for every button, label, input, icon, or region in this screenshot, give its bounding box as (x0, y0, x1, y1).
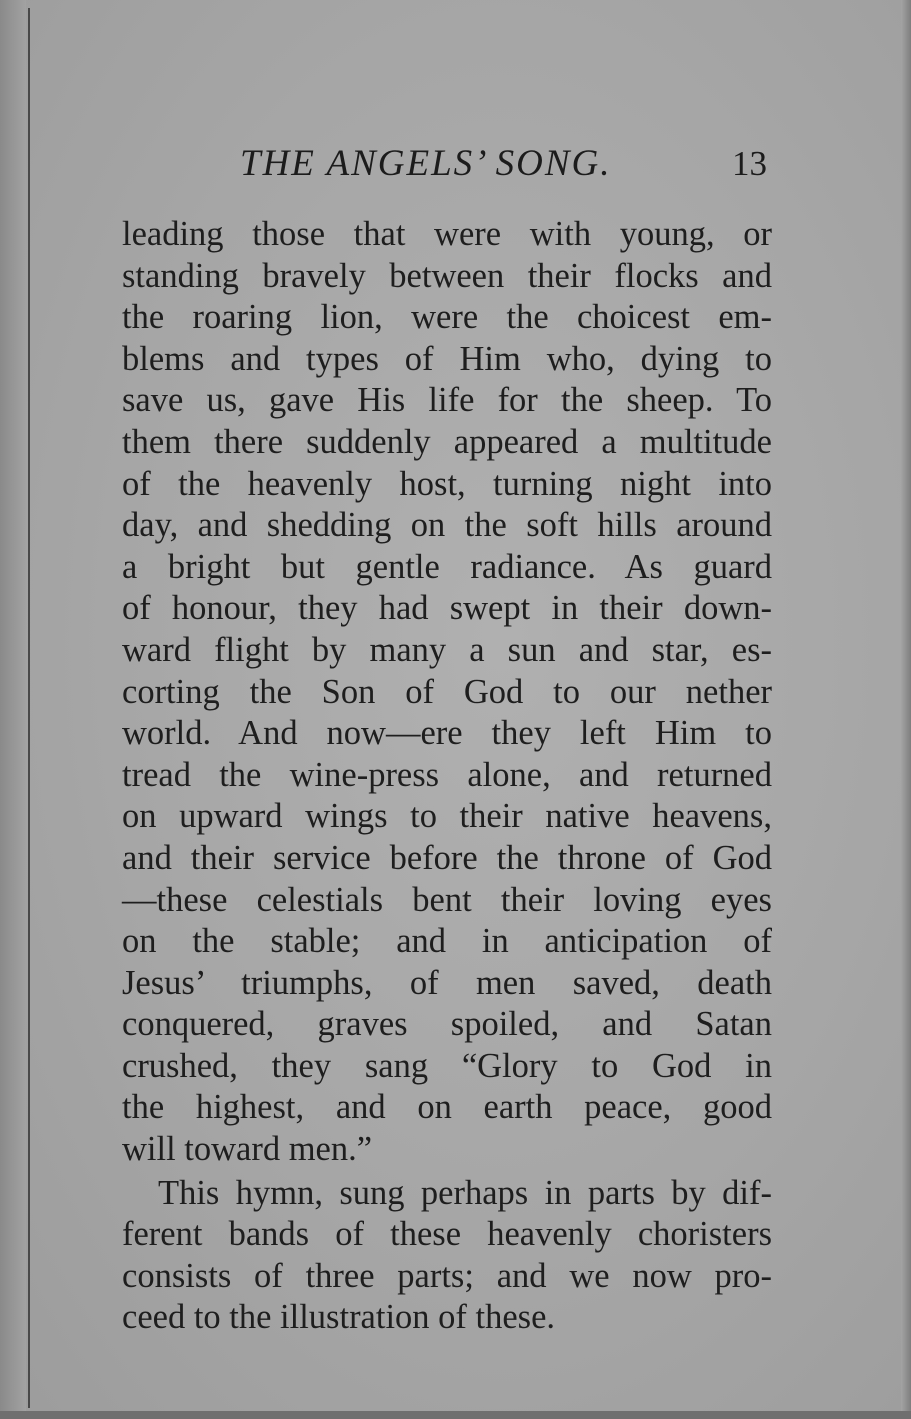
text-line: conquered, graves spoiled, and Satan (122, 1005, 772, 1044)
body-text (122, 214, 772, 1339)
text-line: ward flight by many a sun and star, es- (122, 630, 772, 669)
page-bottom-edge (0, 1411, 911, 1419)
text-line: will toward men.” (122, 1130, 373, 1169)
text-line: consists of three parts; and we now pro- (122, 1256, 772, 1295)
page-right-edge (901, 0, 911, 1419)
text-line: Jesus’ triumphs, of men saved, death (122, 963, 772, 1002)
text-line: on upward wings to their native heavens, (122, 797, 772, 836)
paragraph-1 (122, 214, 772, 1171)
text-line: crushed, they sang “Glory to God in (122, 1046, 772, 1085)
text-line: of honour, they had swept in their down- (122, 589, 772, 628)
text-line: standing bravely between their flocks and (122, 256, 772, 295)
text-line: leading those that were with young, or (122, 215, 772, 253)
text-line: —these celestials bent their loving eyes (122, 880, 772, 919)
paragraph-2 (122, 1173, 772, 1339)
text-line: ferent bands of these heavenly choristers (122, 1215, 772, 1254)
text-line: world. And now—ere they left Him to (122, 714, 772, 753)
page-gutter-shadow (0, 0, 26, 1419)
text-line: them there suddenly appeared a multitude (122, 422, 772, 461)
running-title: THE ANGELS’ SONG. (240, 143, 612, 184)
text-line: tread the wine-press alone, and returned (122, 755, 772, 794)
text-line: save us, gave His life for the sheep. To (122, 381, 772, 420)
text-line: of the heavenly host, turning night into (122, 464, 772, 503)
text-line: corting the Son of God to our nether (122, 672, 772, 711)
binding-edge-line (28, 8, 30, 1408)
text-line: the roaring lion, were the choicest em- (122, 298, 772, 337)
text-line: a bright but gentle radiance. As guard (122, 547, 772, 586)
text-line: day, and shedding on the soft hills around (122, 506, 772, 545)
text-line: on the stable; and in anticipation of (122, 922, 772, 961)
page-number: 13 (732, 144, 767, 183)
text-line: ceed to the illustration of these. (122, 1298, 556, 1337)
running-header (240, 142, 775, 186)
text-line: and their service before the throne of God (122, 838, 772, 877)
text-line: This hymn, sung perhaps in parts by dif- (158, 1173, 772, 1212)
text-line: blems and types of Him who, dying to (122, 339, 772, 378)
text-line: the highest, and on earth peace, good (122, 1088, 772, 1127)
